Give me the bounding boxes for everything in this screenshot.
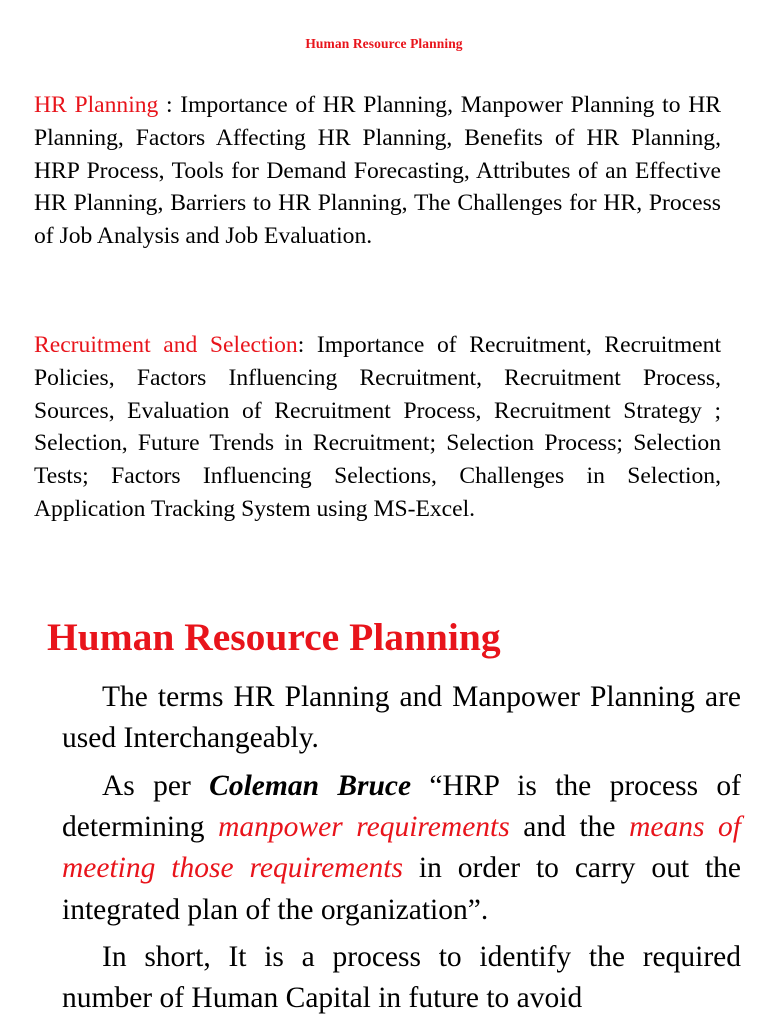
definition-intro: As per xyxy=(102,770,210,802)
hr-planning-topics-text: Importance of HR Planning, Manpower Planning to HR Planning, Factors Affecting HR Planning, Benefits of HR Planning, HRP Process, Tools for Demand Forecasting, Attributes of an Effective HR Planning, Barriers to HR Planning, The Challenges for HR, Process of Job Analysis and Job Evaluation. xyxy=(34,92,721,250)
hr-planning-topics xyxy=(34,89,721,253)
page-header-title: Human Resource Planning xyxy=(305,36,463,51)
recruitment-label: Recruitment and Selection xyxy=(34,332,298,358)
definition-author: Coleman Bruce xyxy=(209,770,412,802)
definition-quote-end: in order to carry out the integrated plan of the organization”. xyxy=(62,852,741,926)
recruitment-topics-text: Importance of Recruitment, Recruitment Policies, Factors Influencing Recruitment, Recruitment Process, Sources, Evaluation of Recruitment Process, Recruitment Strategy ; Selection, Future Trends in Recruitment; Selection Process; Selection Tests; Factors Influencing Selections, Challenges in Selection, Application Tracking System using MS-Excel. xyxy=(34,332,722,522)
paragraph-interchangeable: The terms HR Planning and Manpower Planning are used Interchangeably. xyxy=(62,681,741,755)
main-heading: Human Resource Planning xyxy=(47,615,501,659)
recruitment-separator: : xyxy=(297,332,317,358)
hr-planning-label: HR Planning xyxy=(34,92,159,118)
definition-highlight-means: means of meeting those requirements xyxy=(62,811,741,885)
hr-planning-separator: : xyxy=(158,92,181,118)
recruitment-topics xyxy=(34,329,721,526)
paragraph-in-short: In short, It is a process to identify the required number of Human Capital in future to avoid xyxy=(62,941,741,1015)
paragraph-definition xyxy=(62,766,741,931)
definition-middle: and the xyxy=(509,811,630,844)
definition-highlight-manpower: manpower requirements xyxy=(218,811,510,844)
definition-quote-start: “HRP is the process of determining xyxy=(62,770,741,844)
